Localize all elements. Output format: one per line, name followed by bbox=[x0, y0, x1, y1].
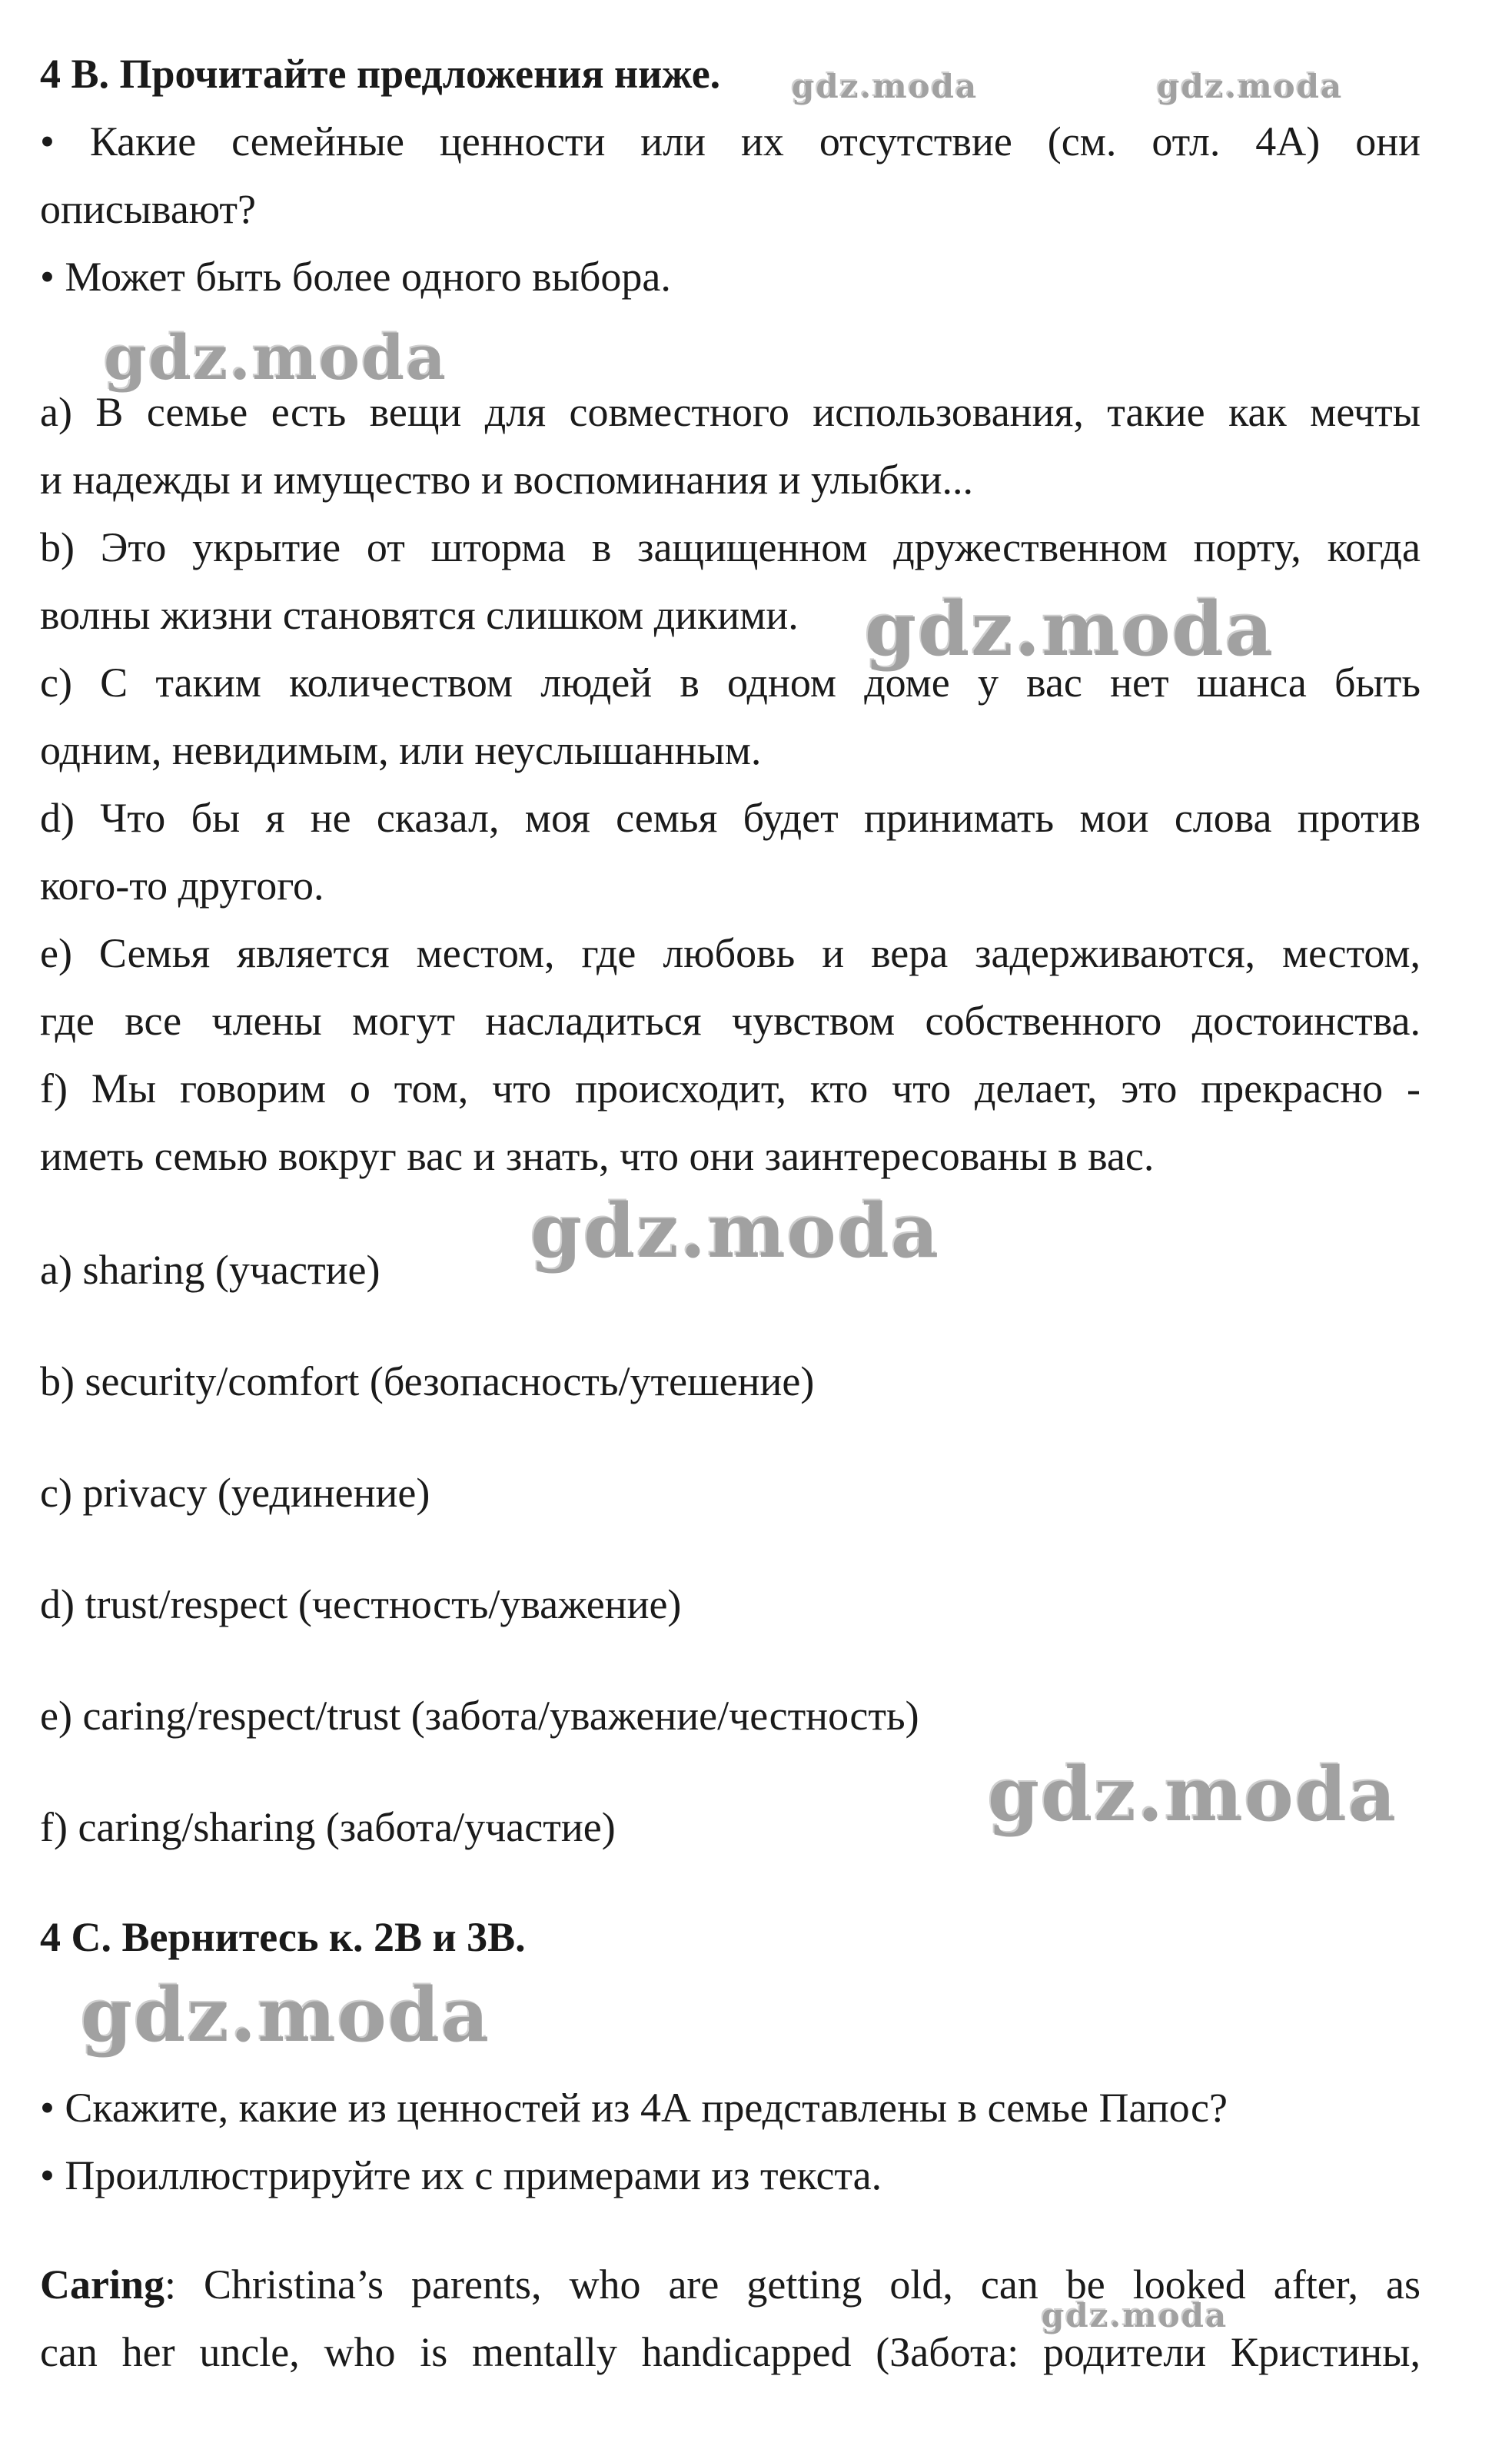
sentence-line: e) Семья является местом, где любовь и вера задерживаются, местом, bbox=[40, 930, 1421, 976]
sentence-line: одним, невидимым, или неуслышанным. bbox=[40, 727, 762, 773]
answer-line: f) caring/sharing (забота/участие) bbox=[40, 1804, 616, 1850]
answer-line: b) security/comfort (безопасность/утешение) bbox=[40, 1358, 815, 1404]
sentence-line: и надежды и имущество и воспоминания и улыбки... bbox=[40, 457, 973, 503]
watermark: gdz.moda bbox=[988, 1751, 1398, 1838]
sentence-line: a) В семье есть вещи для совместного использования, такие как мечты bbox=[40, 389, 1421, 435]
section-b-instruction-1-line-2: описывают? bbox=[40, 186, 256, 232]
answer-line: e) caring/respect/trust (забота/уважение/честность) bbox=[40, 1693, 919, 1739]
section-b-heading: 4 B. Прочитайте предложения ниже. bbox=[40, 51, 721, 97]
sentence-line: кого-то другого. bbox=[40, 862, 324, 909]
watermark: gdz.moda bbox=[530, 1188, 941, 1274]
watermark: gdz.moda bbox=[81, 1972, 491, 2059]
section-c-bullet: • Скажите, какие из ценностей из 4А представлены в семье Папос? bbox=[40, 2085, 1228, 2131]
sentence-line: d) Что бы я не сказал, моя семья будет принимать мои слова против bbox=[40, 795, 1421, 841]
section-c-heading: 4 C. Вернитесь к. 2B и 3B. bbox=[40, 1914, 526, 1960]
caring-paragraph-line-2: can her uncle, who is mentally handicapped (Забота: родители Кристины, bbox=[40, 2329, 1421, 2375]
answer-line: c) privacy (уединение) bbox=[40, 1470, 430, 1516]
watermark: gdz.moda bbox=[792, 68, 979, 105]
watermark: gdz.moda bbox=[865, 586, 1275, 673]
sentence-line: волны жизни становятся слишком дикими. bbox=[40, 592, 799, 638]
watermark: gdz.moda bbox=[1042, 2297, 1228, 2334]
caring-line-1-text: : Christina’s parents, who are getting old, can be looked after, as bbox=[164, 2261, 1421, 2308]
sentence-line: c) С таким количеством людей в одном доме у вас нет шанса быть bbox=[40, 660, 1421, 706]
answer-line: d) trust/respect (честность/уважение) bbox=[40, 1581, 682, 1627]
sentence-line: иметь семью вокруг вас и знать, что они заинтересованы в вас. bbox=[40, 1133, 1155, 1179]
sentence-line: где все члены могут насладиться чувством собственного достоинства. bbox=[40, 998, 1421, 1044]
watermark: gdz.moda bbox=[104, 321, 447, 394]
sentence-line: f) Мы говорим о том, что происходит, кто что делает, это прекрасно - bbox=[40, 1065, 1421, 1112]
answer-line: a) sharing (участие) bbox=[40, 1247, 380, 1293]
section-b-instruction-2: • Может быть более одного выбора. bbox=[40, 254, 671, 300]
caring-label: Caring bbox=[40, 2261, 164, 2308]
section-c-bullet: • Проиллюстрируйте их с примерами из текста. bbox=[40, 2152, 882, 2198]
sentence-line: b) Это укрытие от шторма в защищенном дружественном порту, когда bbox=[40, 524, 1421, 570]
section-b-instruction-1-line-1: • Какие семейные ценности или их отсутствие (см. отл. 4А) они bbox=[40, 118, 1421, 164]
watermark: gdz.moda bbox=[1157, 68, 1344, 105]
